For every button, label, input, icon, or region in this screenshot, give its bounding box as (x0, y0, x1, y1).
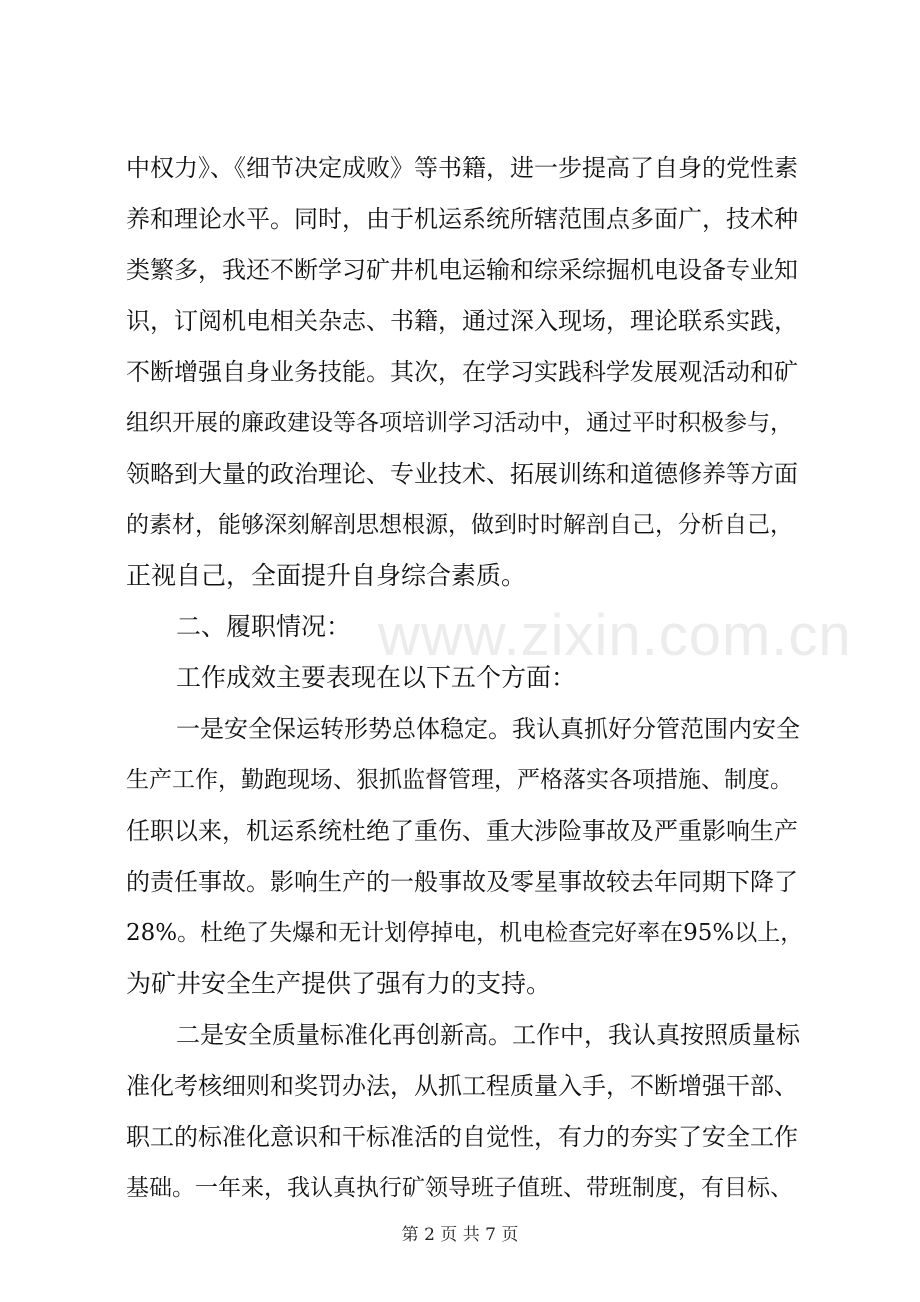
text-line: 为矿井安全生产提供了强有力的支持。 (126, 969, 552, 998)
page-number: 第 2 页 共 7 页 (401, 1225, 519, 1245)
text-line: 正视自己，全面提升自身综合素质。 (126, 561, 527, 590)
text-line: 组织开展的廉政建设等各项培训学习活动中，通过平时积极参与， (126, 410, 793, 436)
text-line: 二是安全质量标准化再创新高。工作中，我认真按照质量标 (176, 1021, 800, 1049)
text-line: 任职以来，机运系统杜绝了重伤、重大涉险事故及严重影响生产 (126, 817, 798, 845)
text-line: 养和理论水平。同时，由于机运系统所辖范围点多面广，技术种 (126, 205, 798, 233)
text-line: 基础。一年来，我认真执行矿领导班子值班、带班制度，有目标、 (126, 1175, 793, 1201)
text-line: 职工的标准化意识和干标准活的自觉性，有力的夯实了安全工作 (126, 1123, 798, 1151)
text-line: 一是安全保运转形势总体稳定。我认真抓好分管范围内安全 (176, 715, 800, 743)
text-line: 28%。杜绝了失爆和无计划停掉电，机电检查完好率在95%以上， (126, 920, 804, 946)
text-line: 类繁多，我还不断学习矿井机电运输和综采综掘机电设备专业知 (126, 256, 798, 284)
text-line: 生产工作，勤跑现场、狠抓监督管理，严格落实各项措施、制度。 (126, 767, 793, 793)
text-line: 领略到大量的政治理论、专业技术、拓展训练和道德修养等方面 (126, 460, 798, 488)
text-line: 准化考核细则和奖罚办法，从抓工程质量入手，不断增强干部、 (126, 1072, 798, 1100)
text-line: 的责任事故。影响生产的一般事故及零星事故较去年同期下降了 (126, 868, 798, 896)
text-line: 识，订阅机电相关杂志、书籍，通过深入现场，理论联系实践， (126, 307, 798, 335)
text-line: 的素材，能够深刻解剖思想根源，做到时时解剖自己，分析自己， (126, 512, 793, 538)
text-line: 不断增强自身业务技能。其次，在学习实践科学发展观活动和矿 (126, 358, 798, 386)
text-line: 中权力》、《细节决定成败》等书籍，进一步提高了自身的党性素 (126, 154, 798, 182)
section-heading: 二、履职情况： (176, 612, 352, 641)
text-line: 工作成效主要表现在以下五个方面： (176, 663, 577, 692)
watermark: www.zixin.com.cn (378, 603, 852, 668)
